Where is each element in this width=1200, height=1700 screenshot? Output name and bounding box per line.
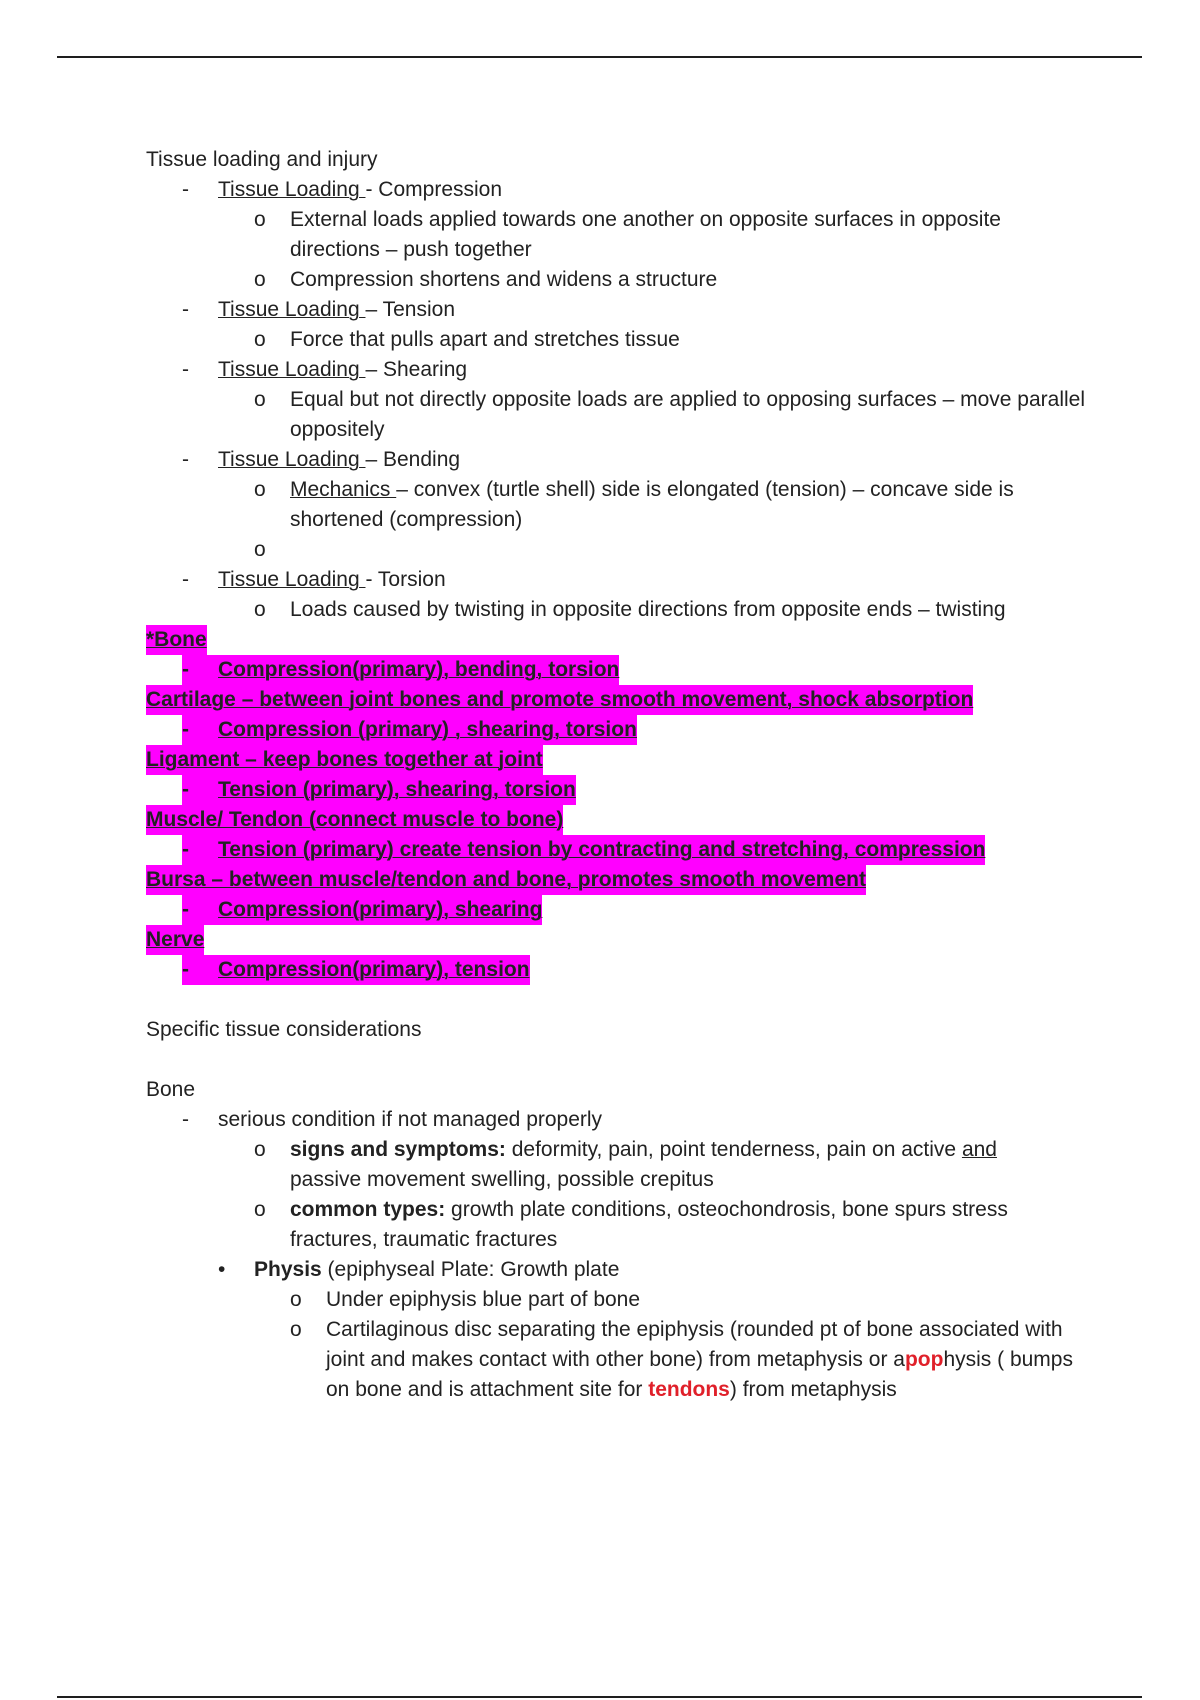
tissue-bone: *Bone bbox=[146, 625, 1096, 655]
list-item: o Loads caused by twisting in opposite directions from opposite ends – twisting bbox=[254, 598, 1006, 621]
tissue-ligament: Ligament – keep bones together at joint bbox=[146, 745, 1096, 775]
loading-torsion: - Tissue Loading - Torsion bbox=[182, 568, 446, 591]
tissue-nerve: Nerve bbox=[146, 925, 1096, 955]
list-item: o Under epiphysis blue part of bone bbox=[290, 1288, 641, 1311]
footer-rule bbox=[57, 1696, 1142, 1698]
list-item-empty: o bbox=[254, 538, 266, 561]
loading-tension: - Tissue Loading – Tension bbox=[182, 298, 456, 321]
tissue-load: - Compression(primary), shearing bbox=[146, 895, 1096, 925]
tissue-load: - Tension (primary), shearing, torsion bbox=[146, 775, 1096, 805]
bone-heading: Bone bbox=[146, 1078, 196, 1101]
list-item: o External loads applied towards one another on opposite surfaces in opposite directions – push together bbox=[254, 208, 1001, 261]
loading-shearing: - Tissue Loading – Shearing bbox=[182, 358, 468, 381]
list-item: o Force that pulls apart and stretches tissue bbox=[254, 328, 680, 351]
tissue-cartilage: Cartilage – between joint bones and promote smooth movement, shock absorption bbox=[146, 685, 1096, 715]
list-item: o Compression shortens and widens a structure bbox=[254, 268, 718, 291]
tissue-muscle-tendon: Muscle/ Tendon (connect muscle to bone) bbox=[146, 805, 1096, 835]
section-title: Specific tissue considerations bbox=[146, 1018, 422, 1041]
list-item: o Mechanics – convex (turtle shell) side is elongated (tension) – concave side is shortened (compression) bbox=[254, 478, 1014, 531]
loading-bending: - Tissue Loading – Bending bbox=[182, 448, 461, 471]
list-item: o signs and symptoms: deformity, pain, point tenderness, pain on active and passive movement swelling, possible crepitus bbox=[254, 1138, 997, 1191]
tissue-load: - Tension (primary) create tension by contracting and stretching, compression bbox=[146, 835, 1096, 865]
header-rule bbox=[57, 56, 1142, 58]
list-item: o Cartilaginous disc separating the epiphysis (rounded pt of bone associated with joint and makes contact with other bone) from metaphysis or apophysis ( bumps on bone and is attachment site for tendons) from metaphysis bbox=[290, 1318, 1073, 1401]
list-item: - serious condition if not managed properly bbox=[182, 1108, 603, 1131]
loading-compression: - Tissue Loading - Compression bbox=[182, 178, 503, 201]
tissue-load: - Compression(primary), bending, torsion bbox=[146, 655, 1096, 685]
document-title: Tissue loading and injury bbox=[146, 148, 378, 171]
tissue-bursa: Bursa – between muscle/tendon and bone, promotes smooth movement bbox=[146, 865, 1096, 895]
list-item: • Physis (epiphyseal Plate: Growth plate bbox=[218, 1258, 620, 1281]
list-item: o common types: growth plate conditions, osteochondrosis, bone spurs stress fractures, traumatic fractures bbox=[254, 1198, 1008, 1251]
tissue-load: - Compression (primary) , shearing, torsion bbox=[146, 715, 1096, 745]
tissue-load: - Compression(primary), tension bbox=[146, 955, 1096, 985]
list-item: o Equal but not directly opposite loads are applied to opposing surfaces – move parallel oppositely bbox=[254, 388, 1085, 441]
document-body bbox=[146, 145, 1096, 1405]
